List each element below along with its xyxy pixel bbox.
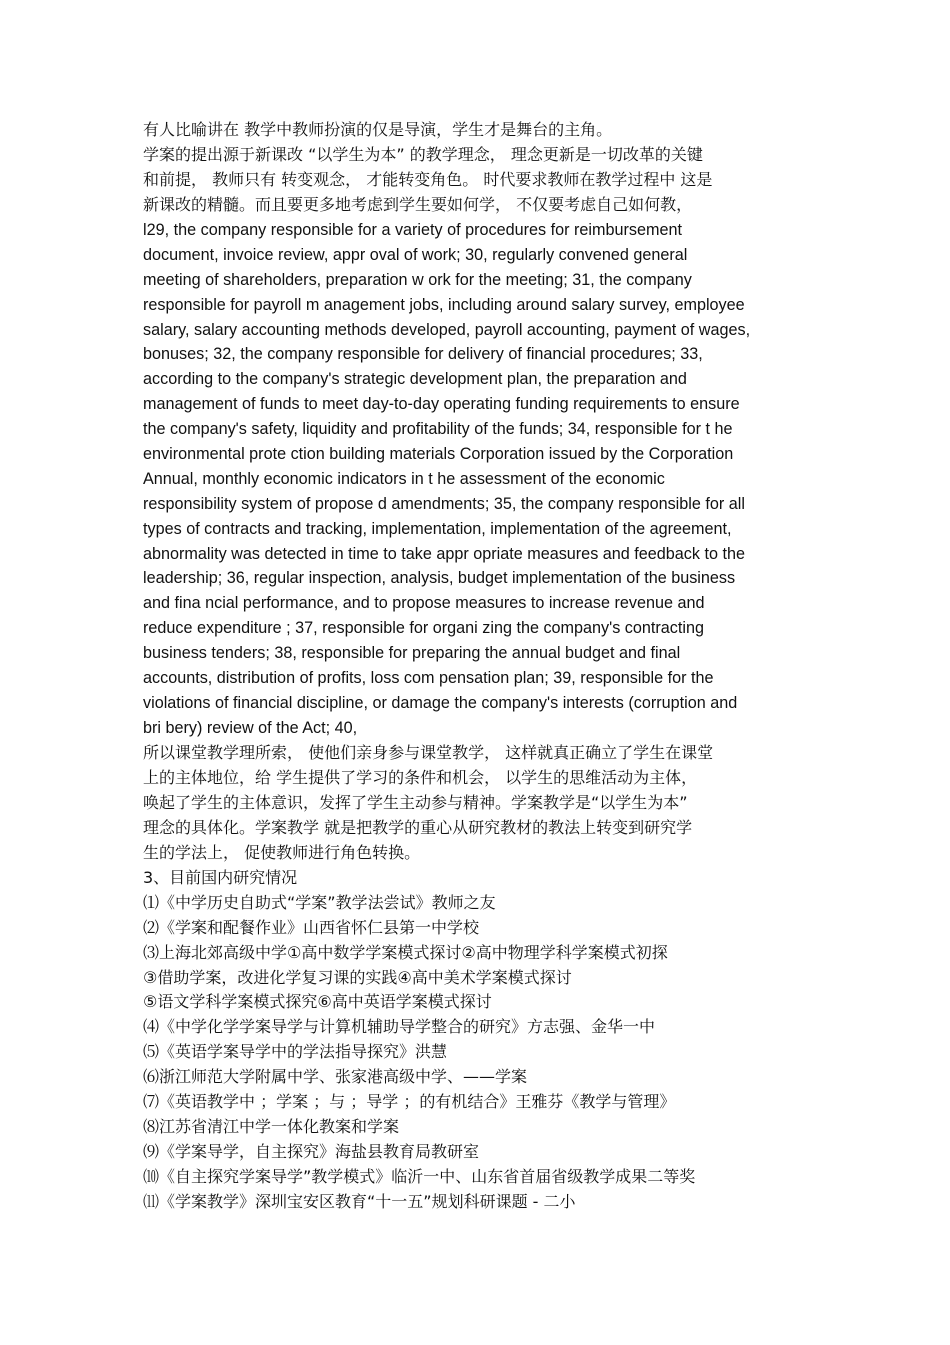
text-line: 学案的提出源于新课改 “以学生为本” 的教学理念， 理念更新是一切改革的关键 [143,144,703,164]
text-line: responsible for payroll m anagement jobs, including around salary survey, employee [143,295,745,314]
text-line: environmental prote ction building materials Corporation issued by the Corporation [143,445,734,464]
text-line: leadership; 36, regular inspection, analysis, budget implementation of the business [143,569,736,588]
research-section [143,866,813,1214]
text-line: Annual, monthly economic indicators in t he assessment of the economic [143,469,665,488]
text-line: violations of financial discipline, or damage the company's interests (corruption and [143,693,738,712]
list-item: ⑼《学案导学，自主探究》海盐县教育局教研室 [143,1141,480,1161]
text-line: abnormality was detected in time to take appr opriate measures and feedback to the [143,544,745,563]
text-line: l29, the company responsible for a variety of procedures for reimbursement [143,221,682,239]
text-line: 生的学法上， 促使教师进行角色转换。 [143,842,421,862]
text-line: meeting of shareholders, preparation w ork for the meeting; 31, the company [143,270,692,289]
text-line: document, invoice review, appr oval of work; 30, regularly convened general [143,245,688,264]
text-line: 和前提， 教师只有 转变观念， 才能转变角色。 时代要求教师在教学过程中 这是 [143,169,713,189]
text-line: 所以课堂教学理所索， 使他们亲身参与课堂教学， 这样就真正确立了学生在课堂 [143,743,714,762]
text-line: responsibility system of propose d amendments; 35, the company responsible for all [143,494,745,513]
text-line: and fina ncial performance, and to propose measures to increase revenue and [143,594,705,613]
list-item: ⑾《学案教学》深圳宝安区教育“十一五”规划科研课题 - 二小 [143,1191,576,1211]
text-line: salary, salary accounting methods developed, payroll accounting, payment of wages, [143,320,751,339]
list-item: ⑴《中学历史自助式“学案”教学法尝试》教师之友 [143,892,496,912]
list-item: ⑺《英语教学中 ；学案 ；与 ；导学 ；的有机结合》王雅芬《教学与管理》 [143,1092,676,1112]
text-line: bri bery) review of the Act; 40, [143,718,358,737]
list-item: ⑵《学案和配餐作业》山西省怀仁县第一中学校 [143,917,480,937]
english-paragraph [143,218,813,741]
text-line: bonuses; 32, the company responsible for delivery of financial procedures; 33, [143,345,703,364]
text-line: 理念的具体化。学案教学 就是把教学的重心从研究教材的教法上转变到研究学 [143,817,693,837]
list-item: ⑷《中学化学学案导学与计算机辅助导学整合的研究》方志强、金华一中 [143,1017,656,1037]
list-item: ⑹浙江师范大学附属中学、张家港高级中学、——学案 [143,1067,528,1087]
list-item: ⑤语文学科学案模式探究⑥高中英语学案模式探讨 [143,992,492,1012]
text-line: types of contracts and tracking, implementation, implementation of the agreement, [143,519,732,538]
text-line: reduce expenditure ; 37, responsible for organi zing the company's contracting [143,619,704,638]
text-line: the company's safety, liquidity and profitability of the funds; 34, responsible for t he [143,420,733,439]
intro-paragraph [143,118,813,218]
text-line: 唤起了学生的主体意识，发挥了学生主动参与精神。学案教学是“以学生为本” [143,792,688,812]
text-line: management of funds to meet day-to-day operating funding requirements to ensure [143,395,740,414]
text-line: accounts, distribution of profits, loss com pensation plan; 39, responsible for the [143,669,714,688]
middle-paragraph [143,741,813,865]
text-line: business tenders; 38, responsible for preparing the annual budget and final [143,644,681,663]
section-heading: 3、目前国内研究情况 [143,868,298,887]
text-line: according to the company's strategic development plan, the preparation and [143,370,687,389]
text-line: 有人比喻讲在 教学中教师扮演的仅是导演，学生才是舞台的主角。 [143,120,613,139]
list-item: ③借助学案，改进化学复习课的实践④高中美术学案模式探讨 [143,967,572,987]
list-item: ⑸《英语学案导学中的学法指导探究》洪慧 [143,1042,448,1062]
text-line: 上的主体地位，给 学生提供了学习的条件和机会， 以学生的思维活动为主体， [143,767,698,787]
list-item: ⑶上海北郊高级中学①高中数学学案模式探讨②高中物理学科学案模式初探 [143,942,668,962]
text-line: 新课改的精髓。而且要更多地考虑到学生要如何学， 不仅要考虑自己如何教， [143,194,693,214]
list-item: ⑻江苏省清江中学一体化教案和学案 [143,1116,400,1136]
list-item: ⑽《自主探究学案导学”教学模式》临沂一中、山东省首届省级教学成果二等奖 [143,1166,696,1186]
